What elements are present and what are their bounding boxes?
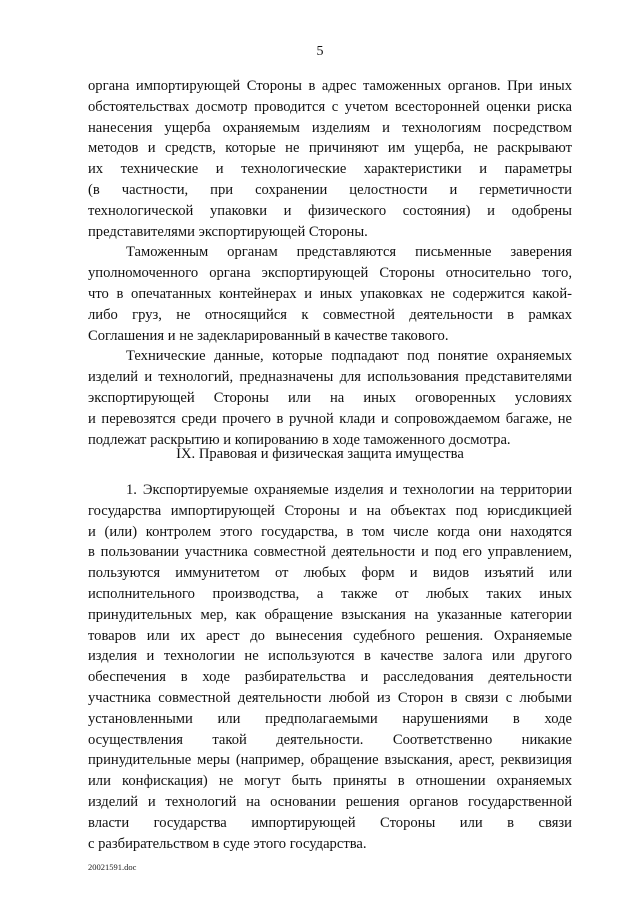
text-line: исполнительного производства, а также от любых таких иных <box>88 585 572 602</box>
body-text-bottom <box>88 480 572 854</box>
page-number: 5 <box>316 44 324 59</box>
text-line: и перевозятся среди прочего в ручной клади и сопровождаемом багаже, не <box>88 410 572 427</box>
text-line: Таможенным органам представляются письменные заверения <box>126 244 572 261</box>
text-line: власти государства импортирующей Стороны или в связи <box>88 814 572 831</box>
text-line: их технические и технологические характеристики и параметры <box>88 161 572 178</box>
footer-filename: 20021591.doc <box>88 862 137 872</box>
text-line: 1. Экспортируемые охраняемые изделия и технологии на территории <box>126 482 572 498</box>
paragraph <box>88 242 572 346</box>
text-line: изделий и технологий на основании решения органов государственной <box>88 793 572 810</box>
text-line: нанесения ущерба охраняемым изделиям и технологиям посредством <box>88 119 572 136</box>
paragraph <box>88 346 572 450</box>
text-line: Технические данные, которые подпадают под понятие охраняемых <box>126 348 572 365</box>
text-line: с разбирательством в суде этого государства. <box>88 835 367 852</box>
text-line: изделия и технологии не используются в качестве залога или другого <box>88 648 572 665</box>
text-line: представителями экспортирующей Стороны. <box>88 223 368 240</box>
text-line: пользуются иммунитетом от любых форм и видов изъятий или <box>88 565 572 582</box>
text-line: в пользовании участника совместной деятельности и под его управлением, <box>88 544 572 561</box>
text-line: либо груз, не относящийся к совместной деятельности в рамках <box>88 306 572 323</box>
text-line: Соглашения и не задекларированный в качестве такового. <box>88 327 449 344</box>
text-line: методов и средств, которые не причиняют им ущерба, не раскрывают <box>88 140 572 157</box>
text-line: экспортирующей Стороны или на иных оговоренных условиях <box>88 389 572 406</box>
text-line: или конфискация) не могут быть приняты в отношении охраняемых <box>88 773 572 790</box>
paragraph <box>88 480 572 854</box>
text-line: обстоятельствах досмотр проводится с учетом всесторонней оценки риска <box>88 98 572 115</box>
text-line: участника совместной деятельности любой из Сторон в связи с любыми <box>88 689 572 706</box>
text-line: технологической упаковки и физического состояния) и одобрены <box>88 202 572 219</box>
text-line: органа импортирующей Стороны в адрес таможенных органов. При иных <box>88 78 572 94</box>
text-line: что в опечатанных контейнерах и иных упаковках не содержится какой- <box>88 285 572 302</box>
text-line: товаров или их арест до вынесения судебного решения. Охраняемые <box>88 627 572 644</box>
text-line: обеспечения в ходе разбирательства и расследования деятельности <box>88 669 572 686</box>
text-line: изделий и технологий, предназначены для использования представителями <box>88 369 572 386</box>
body-text-top <box>88 76 572 450</box>
text-line: и (или) контролем этого государства, в том числе когда они находятся <box>88 523 572 540</box>
text-line: принудительных мер, как обращение взыскания на указанные категории <box>88 606 572 623</box>
text-line: государства импортирующей Стороны и на объектах под юрисдикцией <box>88 502 572 519</box>
text-line: уполномоченного органа экспортирующей Стороны относительно того, <box>88 265 572 282</box>
text-line: принудительные меры (например, обращение взыскания, арест, реквизиция <box>88 752 572 769</box>
text-line: установленными или предполагаемыми нарушениями в ходе <box>88 710 572 727</box>
text-line: подлежат раскрытию и копированию в ходе таможенного досмотра. <box>88 431 511 448</box>
text-line: (в частности, при сохранении целостности и герметичности <box>88 181 572 198</box>
paragraph <box>88 76 572 242</box>
section-heading: IX. Правовая и физическая защита имущества <box>176 446 464 462</box>
text-line: осуществления такой деятельности. Соответственно никакие <box>88 731 572 748</box>
